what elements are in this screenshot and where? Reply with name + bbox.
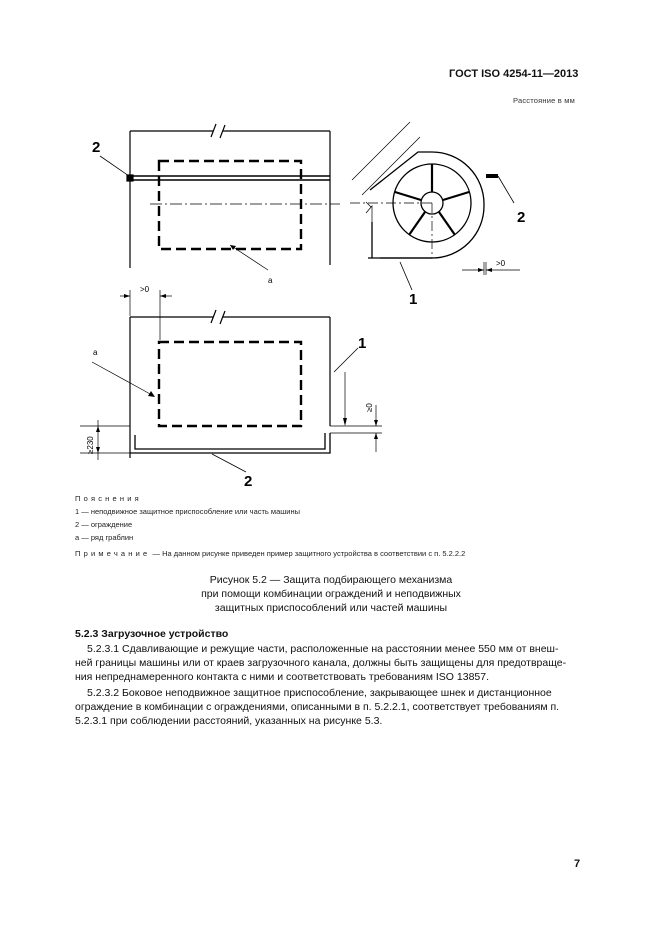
document-code: ГОСТ ISO 4254-11—2013 <box>449 68 579 80</box>
label-2-right: 2 <box>517 209 526 226</box>
legend-item-a: a — ряд граблин <box>75 533 134 542</box>
top-view-frame <box>127 124 330 268</box>
label-gt0-right: >0 <box>496 259 506 268</box>
caption-line-3: защитных приспособлений или частей машины <box>214 602 448 614</box>
figure-note <box>75 549 465 558</box>
label-1-right: 1 <box>409 291 418 308</box>
label-2-top: 2 <box>92 139 101 156</box>
label-a-front: a <box>93 348 98 357</box>
front-tine-row <box>159 342 301 426</box>
label-ge230-front: ≥230 <box>86 436 95 454</box>
side-view-drum <box>350 122 520 290</box>
legend-item-1: 1 — неподвижное защитное приспособление или часть машины <box>75 507 300 516</box>
label-1-front: 1 <box>358 335 367 352</box>
paragraph-5-2-3-1 <box>75 642 585 684</box>
p1-line-2: ней границы машины или от краев загрузочного канала, должны быть защищены для предотвраще- <box>75 657 567 669</box>
legend-item-2: 2 — ограждение <box>75 520 133 529</box>
p2-line-1: 5.2.3.2 Боковое неподвижное защитное приспособление, закрывающее шнек и дистанционное <box>87 687 552 699</box>
note-text: — На данном рисунке приведен пример защитного устройства в соответствии с п. 5.2.2.2 <box>150 549 466 558</box>
paragraph-5-2-3-2 <box>75 686 585 728</box>
label-ge0-front: ≥0 <box>365 403 374 412</box>
top-tine-row <box>159 161 301 249</box>
label-2-bottom: 2 <box>244 473 253 490</box>
caption-line-1: Рисунок 5.2 — Защита подбирающего механизма <box>209 574 453 586</box>
page-number: 7 <box>574 858 581 870</box>
p1-line-1: 5.2.3.1 Сдавливающие и режущие части, расположенные на расстоянии менее 550 мм от внеш- <box>87 643 559 655</box>
caption-line-2: при помощи комбинации ограждений и неподвижных <box>201 588 461 600</box>
figure-5-2-drawing <box>60 112 580 502</box>
figure-caption <box>75 573 587 615</box>
p2-line-2: ограждение в комбинации с ограждениями, описанными в п. 5.2.2.1, соответствует требованиям п. <box>75 701 560 713</box>
label-a-top: a <box>268 276 273 285</box>
section-title: 5.2.3 Загрузочное устройство <box>75 628 229 640</box>
label-gt0-front: >0 <box>140 285 150 294</box>
p1-line-3: ния непреднамеренного контакта с ними и соответствовать требованиям ISO 13857. <box>75 671 490 683</box>
p2-line-3: 5.2.3.1 при соблюдении расстояний, указанных на рисунке 5.3. <box>75 715 383 727</box>
legend-heading: Пояснения <box>75 494 142 503</box>
note-label: Примечание <box>75 549 151 558</box>
units-note: Расстояние в мм <box>513 96 575 105</box>
